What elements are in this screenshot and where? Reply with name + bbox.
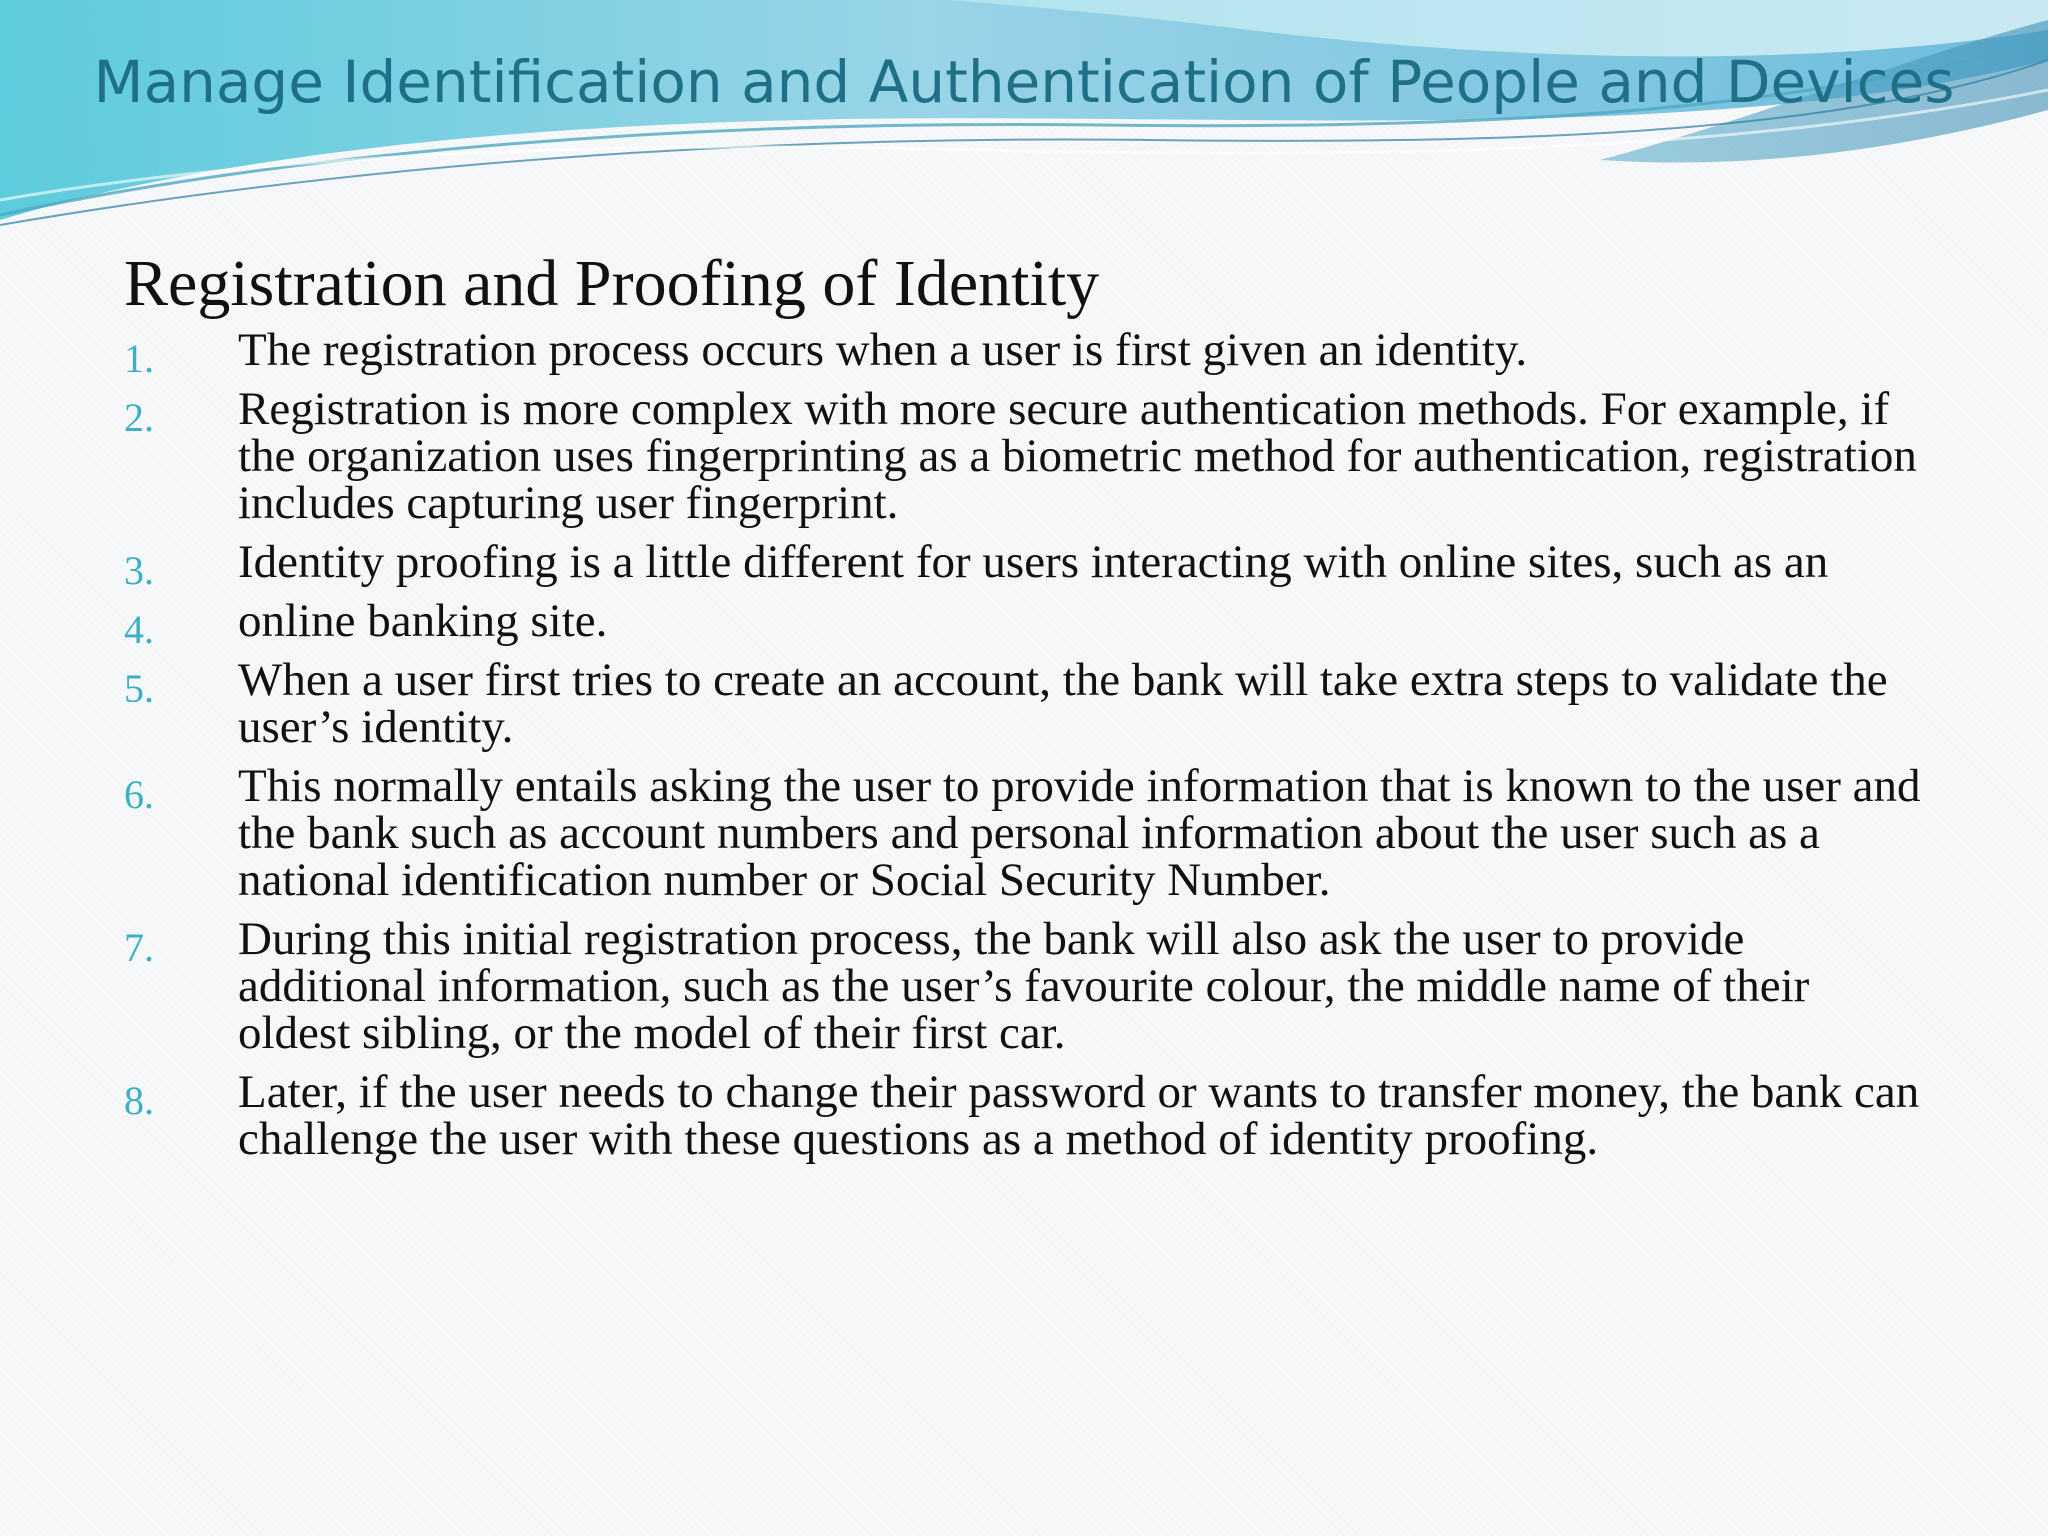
list-item-text: online banking site. xyxy=(238,594,608,647)
header-wave-decoration xyxy=(0,0,2048,240)
numbered-list xyxy=(124,323,1924,1165)
list-item xyxy=(124,594,1924,652)
list-item-text: This normally entails asking the user to provide information that is known to the user and the bank such as account numbers and personal information about the user such as a national identification number or Social Security Number. xyxy=(238,759,1921,906)
list-item xyxy=(124,382,1924,529)
list-item-number: 1. xyxy=(124,335,154,381)
list-item xyxy=(124,323,1924,381)
list-item-number: 7. xyxy=(124,924,154,970)
list-item xyxy=(124,912,1924,1059)
list-item-number: 4. xyxy=(124,606,154,652)
list-item-number: 2. xyxy=(124,394,154,440)
list-item-text: Registration is more complex with more secure authentication methods. For example, if the organization uses fingerprinting as a biometric method for authentication, registration includes capturing user fingerprint. xyxy=(238,382,1917,529)
list-item-text: The registration process occurs when a user is first given an identity. xyxy=(238,323,1528,376)
list-item-text: When a user first tries to create an account, the bank will take extra steps to validate the user’s identity. xyxy=(238,653,1888,753)
list-item-number: 3. xyxy=(124,547,154,593)
list-item-number: 6. xyxy=(124,771,154,817)
slide-title: Manage Identification and Authentication of People and Devices xyxy=(93,48,1955,116)
list-item-number: 5. xyxy=(124,665,154,711)
list-item-number: 8. xyxy=(124,1077,154,1123)
list-item xyxy=(124,535,1924,593)
list-item-text: Later, if the user needs to change their password or wants to transfer money, the bank can challenge the user with these questions as a method of identity proofing. xyxy=(238,1065,1920,1165)
list-item xyxy=(124,1065,1924,1165)
list-item-text: During this initial registration process, the bank will also ask the user to provide additional information, such as the user’s favourite colour, the middle name of their oldest sibling, or the model of their first car. xyxy=(238,912,1810,1059)
section-heading: Registration and Proofing of Identity xyxy=(124,247,1100,320)
list-item xyxy=(124,759,1924,906)
list-item-text: Identity proofing is a little different for users interacting with online sites, such as an xyxy=(238,535,1829,588)
slide-content xyxy=(124,248,1924,1175)
list-item xyxy=(124,653,1924,753)
